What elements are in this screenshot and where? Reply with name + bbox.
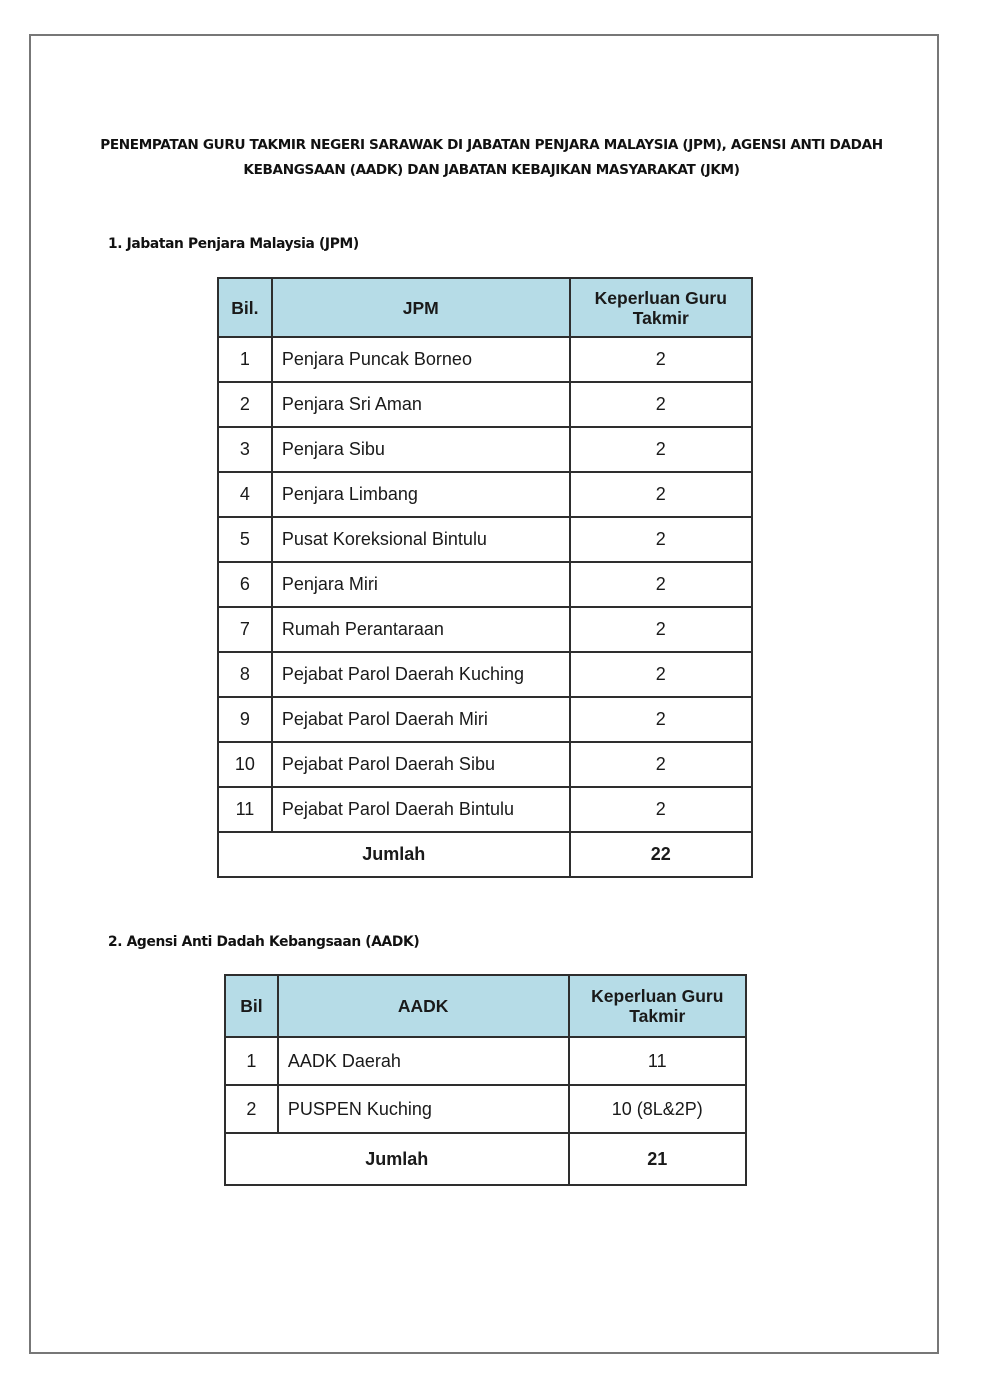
row-number: 3 bbox=[218, 427, 272, 472]
table-total-row bbox=[225, 1133, 746, 1185]
section-heading-aadk: 2. Agensi Anti Dadah Kebangsaan (AADK) bbox=[108, 934, 420, 950]
row-name: Pejabat Parol Daerah Miri bbox=[272, 697, 570, 742]
row-number: 1 bbox=[225, 1037, 278, 1085]
row-name: Penjara Limbang bbox=[272, 472, 570, 517]
table-row bbox=[218, 607, 752, 652]
table-row bbox=[218, 517, 752, 562]
section-heading-jpm: 1. Jabatan Penjara Malaysia (JPM) bbox=[108, 236, 359, 252]
column-header-keperluan bbox=[569, 975, 746, 1037]
row-number: 9 bbox=[218, 697, 272, 742]
document-title-line-2: KEBANGSAAN (AADK) DAN JABATAN KEBAJIKAN MASYARAKAT (JKM) bbox=[243, 162, 740, 178]
table-row bbox=[218, 337, 752, 382]
row-number: 8 bbox=[218, 652, 272, 697]
row-value: 2 bbox=[570, 472, 752, 517]
row-name: AADK Daerah bbox=[278, 1037, 569, 1085]
total-value: 22 bbox=[570, 832, 752, 877]
table-row bbox=[218, 742, 752, 787]
row-number: 4 bbox=[218, 472, 272, 517]
row-value: 2 bbox=[570, 742, 752, 787]
row-value: 2 bbox=[570, 427, 752, 472]
column-header-keperluan-line-1: Keperluan Guru bbox=[591, 986, 724, 1006]
table-row bbox=[218, 652, 752, 697]
row-name: Penjara Puncak Borneo bbox=[272, 337, 570, 382]
row-number: 7 bbox=[218, 607, 272, 652]
table-header-row bbox=[218, 278, 752, 337]
total-label: Jumlah bbox=[225, 1133, 569, 1185]
column-header-keperluan bbox=[570, 278, 752, 337]
table-row bbox=[218, 697, 752, 742]
row-number: 11 bbox=[218, 787, 272, 832]
row-value: 2 bbox=[570, 787, 752, 832]
row-name: Rumah Perantaraan bbox=[272, 607, 570, 652]
table-row bbox=[218, 382, 752, 427]
row-value: 11 bbox=[569, 1037, 746, 1085]
row-number: 2 bbox=[218, 382, 272, 427]
table-row bbox=[218, 472, 752, 517]
column-header-aadk: AADK bbox=[278, 975, 569, 1037]
row-value: 10 (8L&2P) bbox=[569, 1085, 746, 1133]
document-title-line-1: PENEMPATAN GURU TAKMIR NEGERI SARAWAK DI JABATAN PENJARA MALAYSIA (JPM), AGENSI ANTI DADAH bbox=[100, 137, 883, 153]
total-value: 21 bbox=[569, 1133, 746, 1185]
table-row bbox=[218, 787, 752, 832]
row-number: 6 bbox=[218, 562, 272, 607]
row-name: Pejabat Parol Daerah Bintulu bbox=[272, 787, 570, 832]
row-value: 2 bbox=[570, 697, 752, 742]
row-value: 2 bbox=[570, 337, 752, 382]
row-name: Penjara Sibu bbox=[272, 427, 570, 472]
column-header-bil: Bil. bbox=[218, 278, 272, 337]
row-name: Pejabat Parol Daerah Sibu bbox=[272, 742, 570, 787]
column-header-keperluan-line-2: Takmir bbox=[632, 307, 689, 328]
row-name: Pejabat Parol Daerah Kuching bbox=[272, 652, 570, 697]
table-row bbox=[225, 1037, 746, 1085]
row-value: 2 bbox=[570, 382, 752, 427]
aadk-table bbox=[224, 974, 747, 1186]
row-name: PUSPEN Kuching bbox=[278, 1085, 569, 1133]
row-number: 5 bbox=[218, 517, 272, 562]
table-row bbox=[225, 1085, 746, 1133]
jpm-table-body bbox=[218, 337, 752, 832]
row-name: Pusat Koreksional Bintulu bbox=[272, 517, 570, 562]
row-name: Penjara Miri bbox=[272, 562, 570, 607]
column-header-keperluan-line-1: Keperluan Guru bbox=[594, 287, 727, 308]
row-value: 2 bbox=[570, 652, 752, 697]
row-value: 2 bbox=[570, 562, 752, 607]
column-header-bil: Bil bbox=[225, 975, 278, 1037]
row-number: 10 bbox=[218, 742, 272, 787]
row-value: 2 bbox=[570, 607, 752, 652]
row-value: 2 bbox=[570, 517, 752, 562]
row-name: Penjara Sri Aman bbox=[272, 382, 570, 427]
aadk-table-body bbox=[225, 1037, 746, 1133]
document-title bbox=[0, 133, 983, 183]
total-label: Jumlah bbox=[218, 832, 570, 877]
jpm-table bbox=[217, 277, 753, 878]
row-number: 2 bbox=[225, 1085, 278, 1133]
table-row bbox=[218, 427, 752, 472]
table-header-row bbox=[225, 975, 746, 1037]
column-header-keperluan-line-2: Takmir bbox=[629, 1006, 686, 1026]
row-number: 1 bbox=[218, 337, 272, 382]
table-row bbox=[218, 562, 752, 607]
table-total-row bbox=[218, 832, 752, 877]
column-header-jpm: JPM bbox=[272, 278, 570, 337]
